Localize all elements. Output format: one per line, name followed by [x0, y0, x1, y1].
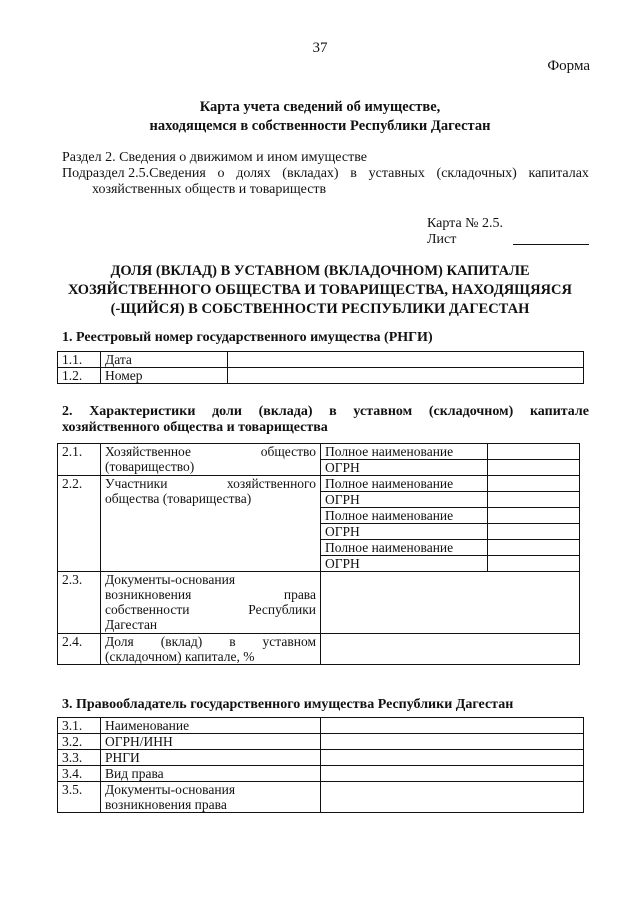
- row-number: 3.5.: [58, 782, 101, 813]
- field-label: Полное наименование: [321, 476, 488, 492]
- part2-title: 2. Характеристики доли (вклада) в уставном (складочном) капитале хозяйственного общества и товарищества: [62, 404, 589, 435]
- table-row: [58, 572, 580, 634]
- title-line-1: Карта учета сведений об имуществе,: [199, 99, 441, 115]
- card-info: [427, 216, 503, 248]
- row-number: 3.1.: [58, 718, 101, 734]
- row-label: Наименование: [101, 718, 321, 734]
- share-value-cell[interactable]: [321, 634, 580, 665]
- field-label: ОГРН: [321, 492, 488, 508]
- row-number: 2.3.: [58, 572, 101, 634]
- section-line: Раздел 2. Сведения о движимом и ином имуществе: [62, 150, 367, 165]
- table-row: [58, 718, 584, 734]
- value-cell[interactable]: [488, 524, 580, 540]
- row-number: 2.2.: [58, 476, 101, 572]
- part1-title: 1. Реестровый номер государственного имущества (РНГИ): [62, 330, 433, 345]
- row-label: ОГРН/ИНН: [101, 734, 321, 750]
- heading-line-2: ХОЗЯЙСТВЕННОГО ОБЩЕСТВА И ТОВАРИЩЕСТВА, НАХОДЯЩЯЯСЯ: [68, 282, 572, 298]
- field-label: Полное наименование: [321, 508, 488, 524]
- table-row: [58, 352, 584, 368]
- form-label: Форма: [547, 58, 590, 74]
- number-field[interactable]: [228, 368, 584, 384]
- value-cell[interactable]: [321, 750, 584, 766]
- row-label: Документы-основания возникновения права собственности Республики Дагестан: [101, 572, 321, 634]
- sheet-number-line: [513, 244, 589, 245]
- table-row: [58, 444, 580, 460]
- table-row: [58, 476, 580, 492]
- row-label: Документы-основания возникновения права: [101, 782, 321, 813]
- table-row: [58, 734, 584, 750]
- document-title: [0, 98, 640, 136]
- value-cell[interactable]: [321, 718, 584, 734]
- page-number: 37: [312, 40, 328, 56]
- heading-line-3: (-ЩИЙСЯ) В СОБСТВЕННОСТИ РЕСПУБЛИКИ ДАГЕСТАН: [110, 301, 530, 317]
- value-cell[interactable]: [488, 492, 580, 508]
- field-label: ОГРН: [321, 524, 488, 540]
- part1-table: [57, 351, 584, 384]
- row-number: 3.3.: [58, 750, 101, 766]
- field-label: ОГРН: [321, 556, 488, 572]
- row-label: Участники хозяйственного общества (товарищества): [101, 476, 321, 572]
- row-number: 1.1.: [58, 352, 101, 368]
- subsection-line: Подраздел 2.5.Сведения о долях (вкладах) в уставных (складочных) капиталах: [62, 166, 589, 181]
- value-cell[interactable]: [488, 444, 580, 460]
- table-row: [58, 782, 584, 813]
- table-row: [58, 766, 584, 782]
- row-number: 1.2.: [58, 368, 101, 384]
- date-field[interactable]: [228, 352, 584, 368]
- row-number: 3.2.: [58, 734, 101, 750]
- value-cell[interactable]: [488, 476, 580, 492]
- part2-table: [57, 443, 580, 665]
- value-cell[interactable]: [488, 460, 580, 476]
- value-cell[interactable]: [321, 782, 584, 813]
- row-label: РНГИ: [101, 750, 321, 766]
- value-cell[interactable]: [488, 540, 580, 556]
- field-label: Полное наименование: [321, 540, 488, 556]
- subsection-line-2: хозяйственных обществ и товариществ: [92, 182, 327, 197]
- row-label: Дата: [101, 352, 228, 368]
- sheet-label: Лист: [427, 232, 457, 247]
- row-number: 3.4.: [58, 766, 101, 782]
- title-line-2: находящемся в собственности Республики Дагестан: [149, 118, 491, 134]
- section-info: [62, 150, 589, 198]
- part3-title: 3. Правообладатель государственного имущества Республики Дагестан: [62, 697, 514, 712]
- row-number: 2.1.: [58, 444, 101, 476]
- value-cell[interactable]: [488, 556, 580, 572]
- heading-line-1: ДОЛЯ (ВКЛАД) В УСТАВНОМ (ВКЛАДОЧНОМ) КАПИТАЛЕ: [110, 263, 530, 279]
- table-row: [58, 368, 584, 384]
- table-row: [58, 750, 584, 766]
- row-label: Хозяйственное общество (товарищество): [101, 444, 321, 476]
- row-label: Номер: [101, 368, 228, 384]
- value-cell[interactable]: [488, 508, 580, 524]
- field-label: Полное наименование: [321, 444, 488, 460]
- table-row: [58, 634, 580, 665]
- row-label: Вид права: [101, 766, 321, 782]
- row-number: 2.4.: [58, 634, 101, 665]
- card-number: Карта № 2.5.: [427, 216, 504, 231]
- row-label: Доля (вклад) в уставном (складочном) капитале, %: [101, 634, 321, 665]
- part3-table: [57, 717, 584, 813]
- field-label: ОГРН: [321, 460, 488, 476]
- documents-value-cell[interactable]: [321, 572, 580, 634]
- main-heading: [0, 262, 640, 319]
- value-cell[interactable]: [321, 734, 584, 750]
- value-cell[interactable]: [321, 766, 584, 782]
